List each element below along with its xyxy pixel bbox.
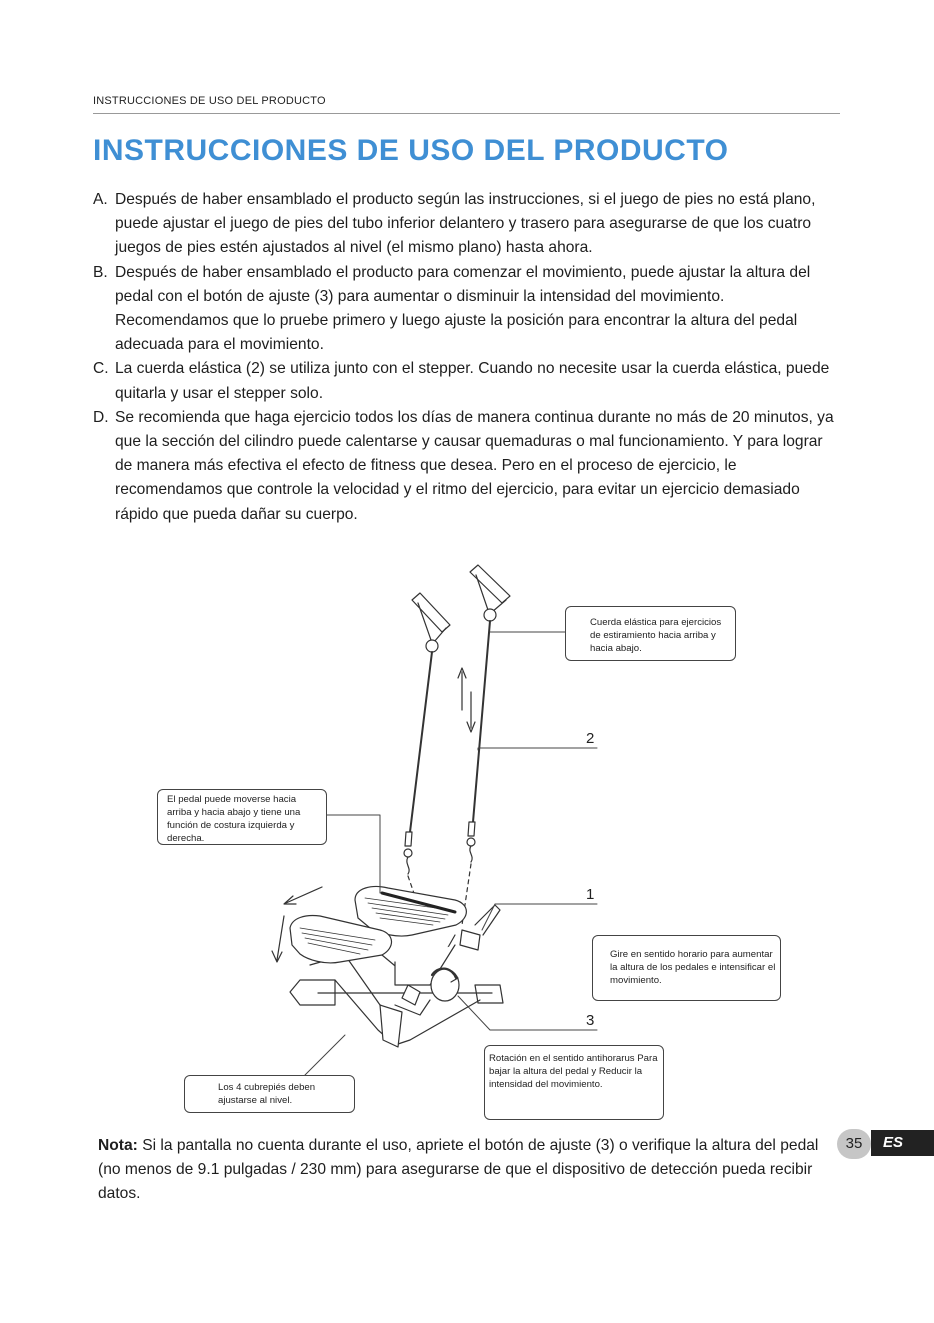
instruction-text: Después de haber ensamblado el producto según las instrucciones, si el juego de pies no está plano, puede ajustar el juego de pies del tubo inferior delantero y trasero para asegurarse de que los cuatro juegos de pies estén ajustados al nivel (el mismo plano) hasta ahora. bbox=[115, 191, 816, 257]
callout-feet: Los 4 cubrepiés deben ajustarse al nivel. bbox=[184, 1075, 355, 1113]
instruction-item-a bbox=[93, 188, 841, 261]
header-divider bbox=[93, 113, 840, 114]
instruction-item-c bbox=[93, 357, 841, 405]
callout-elastic-rope: Cuerda elástica para ejercicios de estiramiento hacia arriba y hacia abajo. bbox=[565, 606, 736, 661]
label-1: 1 bbox=[586, 886, 595, 903]
instruction-letter: D. bbox=[93, 408, 109, 426]
leader-line-feet bbox=[305, 1035, 345, 1075]
right-rope-handle bbox=[467, 565, 510, 862]
page-title: INSTRUCCIONES DE USO DEL PRODUCTO bbox=[93, 134, 729, 167]
language-tab: ES bbox=[871, 1130, 934, 1156]
leader-line-1 bbox=[482, 904, 597, 930]
callout-counterclockwise: Rotación en el sentido antihorarus Para bajar la altura del pedal y Reducir la intensidad del movimiento. bbox=[484, 1045, 664, 1120]
instruction-list bbox=[93, 188, 841, 527]
callout-clockwise: Gire en sentido horario para aumentar la altura de los pedales e intensificar el movimiento. bbox=[592, 935, 781, 1001]
instruction-text: La cuerda elástica (2) se utiliza junto con el stepper. Cuando no necesite usar la cuerda elástica, puede quitarla y usar el stepper solo. bbox=[115, 360, 830, 402]
instruction-letter: A. bbox=[93, 191, 108, 208]
instruction-item-d bbox=[93, 406, 841, 527]
left-rope-handle bbox=[404, 593, 450, 874]
stepper-body bbox=[290, 887, 503, 1048]
page-number: 35 bbox=[837, 1129, 871, 1159]
instruction-letter: C. bbox=[93, 360, 109, 378]
leader-line-pedal bbox=[327, 815, 380, 893]
leader-line-2 bbox=[478, 748, 597, 750]
note-text: Si la pantalla no cuenta durante el uso, apriete el botón de ajuste (3) o verifique la altura del pedal (no menos de 9.1 pulgadas / 230 mm) para asegurarse de que el dispositivo de detección pueda recibir datos. bbox=[98, 1137, 819, 1203]
callout-pedal: El pedal puede moverse hacia arriba y hacia abajo y tiene una función de costura izquierda y derecha. bbox=[157, 789, 327, 845]
instruction-letter: B. bbox=[93, 263, 108, 281]
note-label: Nota: bbox=[98, 1137, 138, 1154]
label-3: 3 bbox=[586, 1012, 595, 1029]
instruction-text: Después de haber ensamblado el producto para comenzar el movimiento, puede ajustar la altura del pedal con el botón de ajuste (3) para aumentar o disminuir la intensidad del movimiento. Recomendamos que lo pruebe primero y luego ajuste la posición para encontrar la altura del pedal adecuada para el movimiento. bbox=[115, 263, 811, 354]
note-paragraph bbox=[98, 1134, 843, 1207]
up-down-arrows-icon bbox=[458, 668, 475, 732]
running-header: INSTRUCCIONES DE USO DEL PRODUCTO bbox=[93, 95, 326, 107]
instruction-text: Se recomienda que haga ejercicio todos los días de manera continua durante no más de 20 minutos, ya que la sección del cilindro puede calentarse y causar quemaduras o mal funcionamiento. Y para lograr de manera más efectiva el efecto de fitness que desea. Pero en el proceso de ejercicio, le recomendamos que controle la velocidad y el ritmo del ejercicio, para evitar un ejercicio demasiado rápido que pueda dañar su cuerpo. bbox=[115, 408, 834, 523]
label-2: 2 bbox=[586, 730, 595, 747]
instruction-item-b bbox=[93, 261, 841, 358]
